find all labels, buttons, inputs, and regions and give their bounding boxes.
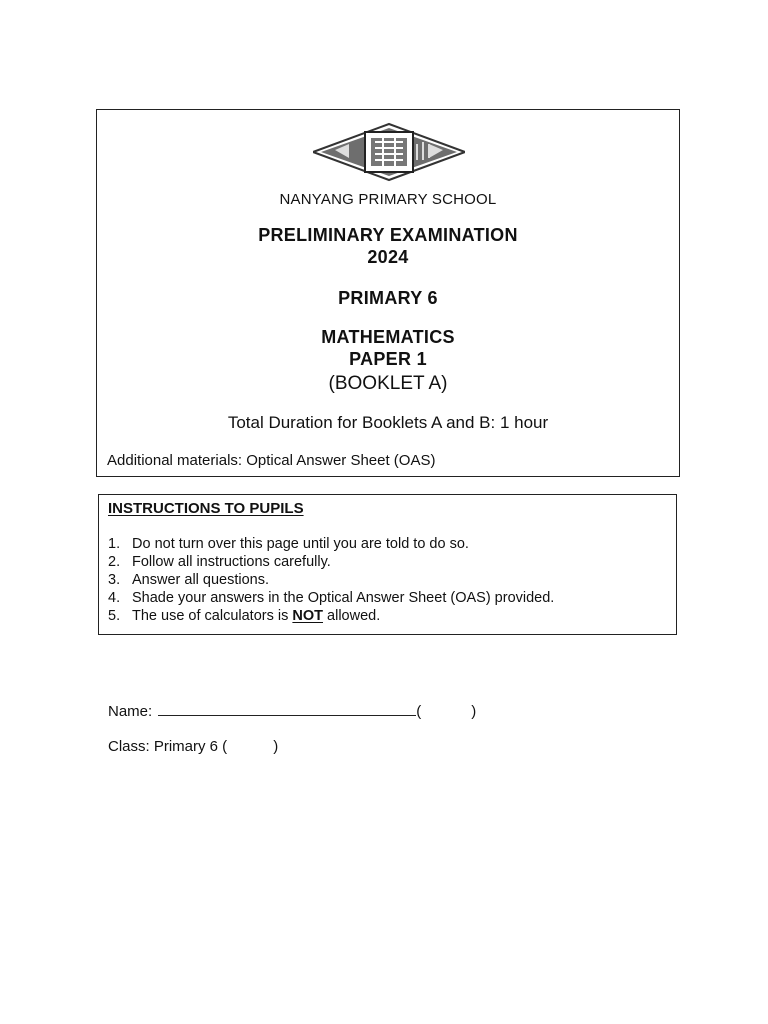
exam-title [97, 224, 679, 268]
instruction-number: 4. [108, 590, 121, 606]
instruction-text: Do not turn over this page until you are told to do so. [132, 536, 469, 552]
instruction-number: 5. [108, 608, 121, 624]
school-name: NANYANG PRIMARY SCHOOL [279, 191, 497, 208]
not-emphasis: NOT [292, 608, 323, 624]
duration-text: Total Duration for Booklets A and B: 1 hour [227, 413, 549, 432]
instruction-number: 2. [108, 554, 121, 570]
subject-title [97, 326, 679, 370]
subject-line1: MATHEMATICS [321, 327, 455, 347]
instruction-text-after: allowed. [323, 608, 381, 624]
instruction-text-before: The use of calculators is [132, 608, 293, 624]
level-title: PRIMARY 6 [338, 288, 438, 308]
school-logo [313, 122, 465, 182]
instruction-item [108, 535, 554, 553]
instruction-text: Answer all questions. [132, 572, 270, 588]
instructions-heading: INSTRUCTIONS TO PUPILS [108, 500, 304, 517]
instruction-number: 1. [108, 536, 121, 552]
instruction-item [108, 553, 554, 571]
instruction-text: Follow all instructions carefully. [132, 554, 331, 570]
instructions-box [98, 494, 677, 635]
additional-materials: Additional materials: Optical Answer Sheet (OAS) [107, 452, 436, 469]
cover-box [96, 109, 680, 477]
exam-title-line1: PRELIMINARY EXAMINATION [258, 225, 518, 245]
name-label: Name: [108, 703, 153, 720]
instruction-item [108, 571, 554, 589]
class-paren-close: ) [273, 738, 279, 755]
instruction-item [108, 607, 554, 625]
instruction-text: Shade your answers in the Optical Answer Sheet (OAS) provided. [132, 590, 555, 606]
register-number-paren-open: ( [416, 703, 422, 720]
exam-year: 2024 [367, 247, 409, 267]
instructions-list [108, 535, 554, 625]
booklet-label: (BOOKLET A) [328, 373, 448, 394]
instruction-item [108, 589, 554, 607]
class-field-row [108, 738, 278, 755]
paper-number: PAPER 1 [349, 349, 427, 369]
instruction-number: 3. [108, 572, 121, 588]
class-label: Class: Primary 6 ( [108, 738, 228, 755]
name-blank-line[interactable] [158, 701, 416, 716]
name-field-row [108, 701, 476, 720]
register-number-paren-close: ) [471, 703, 477, 720]
instruction-text [132, 607, 380, 625]
